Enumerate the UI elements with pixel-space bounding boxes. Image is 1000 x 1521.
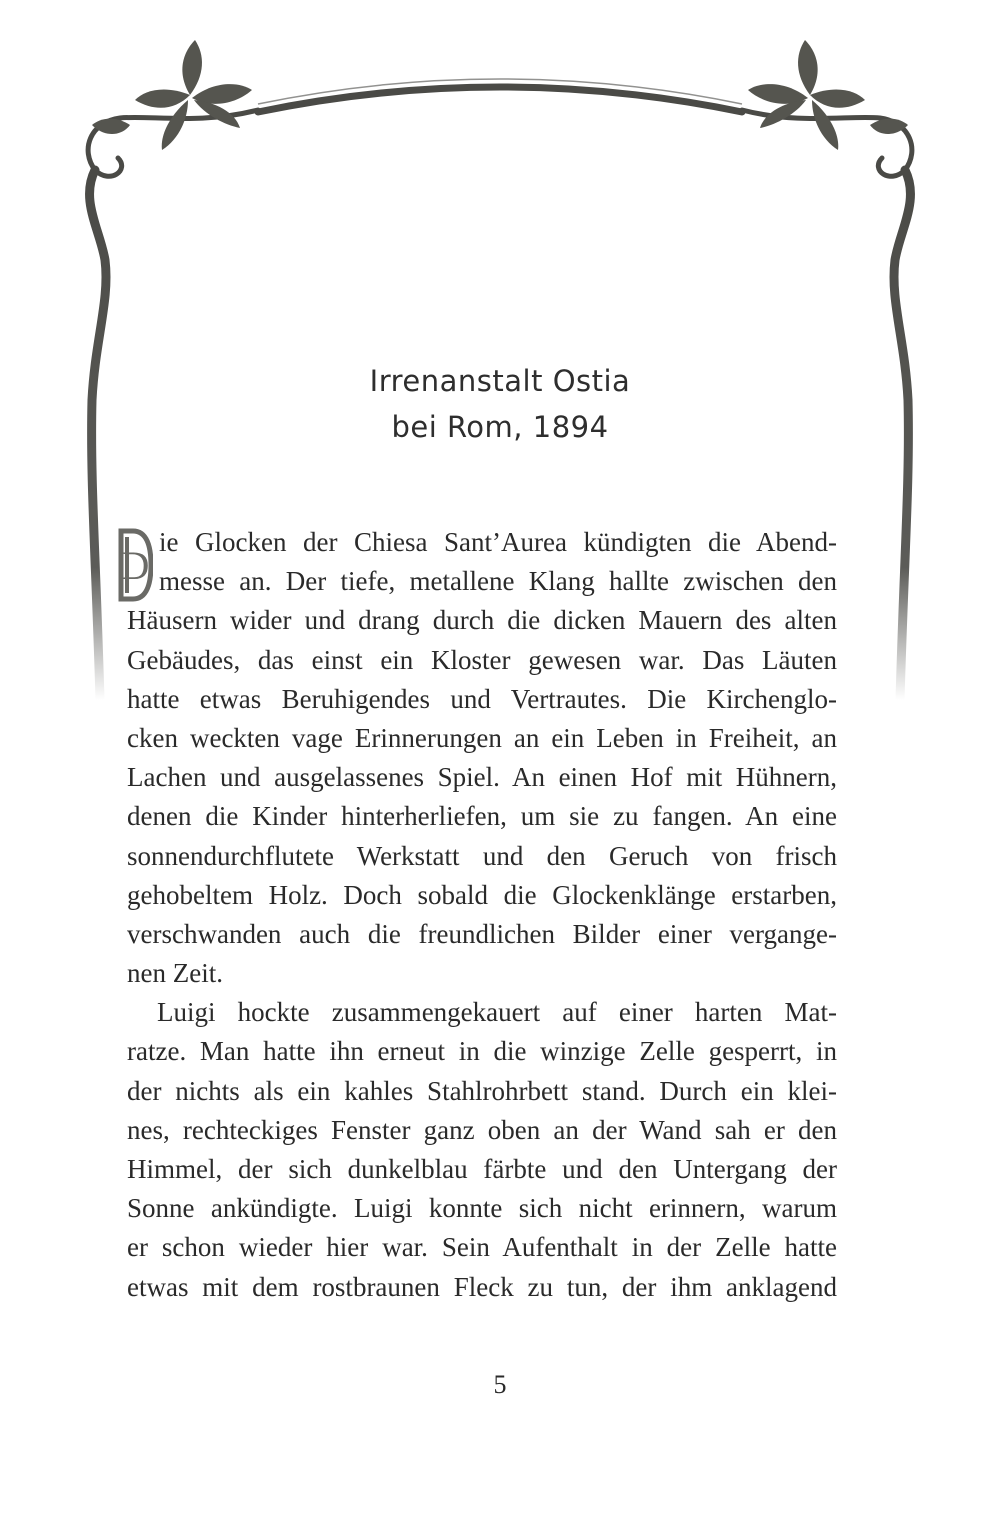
drop-cap-letter [117, 527, 153, 603]
text-line: Gebäudes, das einst ein Kloster gewesen war. Das Läuten [127, 644, 837, 675]
body-text [120, 523, 837, 1307]
text-line: verschwanden auch die freundlichen Bilder einer vergange- [127, 918, 837, 949]
text-line: nes, rechteckiges Fenster ganz oben an der Wand sah er den [127, 1114, 837, 1145]
text-line: sonnendurchflutete Werkstatt und den Geruch von frisch [127, 840, 837, 871]
drop-cap-text: D [120, 543, 150, 588]
text-line: er schon wieder hier war. Sein Aufenthalt in der Zelle hatte [127, 1232, 837, 1263]
text-line: gehobeltem Holz. Doch sobald die Glockenklänge erstarben, [127, 879, 837, 910]
paragraph-1 [127, 523, 837, 993]
text-line: Sonne ankündigte. Luigi konnte sich nicht erinnern, warum [127, 1193, 837, 1224]
text-line: Himmel, der sich dunkelblau färbte und den Untergang der [127, 1154, 837, 1184]
text-line: Lachen und ausgelassenes Spiel. An einen Hof mit Hühnern, [127, 762, 837, 793]
text-line: hatte etwas Beruhigendes und Vertrautes. Die Kirchenglo- [127, 683, 837, 714]
page-number: 5 [493, 1370, 507, 1399]
text-line: etwas mit dem rostbraunen Fleck zu tun, der ihm anklagend [127, 1271, 837, 1302]
text-line: messe an. Der tiefe, metallene Klang hallte zwischen den [159, 566, 837, 597]
leaf-cluster-right-icon [748, 40, 908, 150]
text-line: denen die Kinder hinterherliefen, um sie zu fangen. An eine [127, 801, 837, 832]
text-line: Luigi hockte zusammengekauert auf einer harten Mat- [157, 997, 837, 1028]
chapter-title-line-1: Irrenanstalt Ostia [369, 364, 631, 398]
paragraph-2 [127, 993, 837, 1307]
text-line: ratze. Man hatte ihn erneut in die winzige Zelle gesperrt, in [127, 1036, 837, 1067]
chapter-title [0, 358, 1000, 450]
text-line: cken weckten vage Erinnerungen an ein Leben in Freiheit, an [127, 722, 837, 753]
chapter-title-line-2: bei Rom, 1894 [391, 410, 609, 444]
text-line: der nichts als ein kahles Stahlrohrbett stand. Durch ein klei- [127, 1075, 837, 1106]
text-line: nen Zeit. [127, 958, 223, 989]
leaf-cluster-left-icon [92, 40, 252, 150]
text-line: Häusern wider und drang durch die dicken Mauern des alten [127, 605, 837, 636]
text-line: ie Glocken der Chiesa Sant’Aurea kündigten die Abend- [159, 527, 837, 557]
